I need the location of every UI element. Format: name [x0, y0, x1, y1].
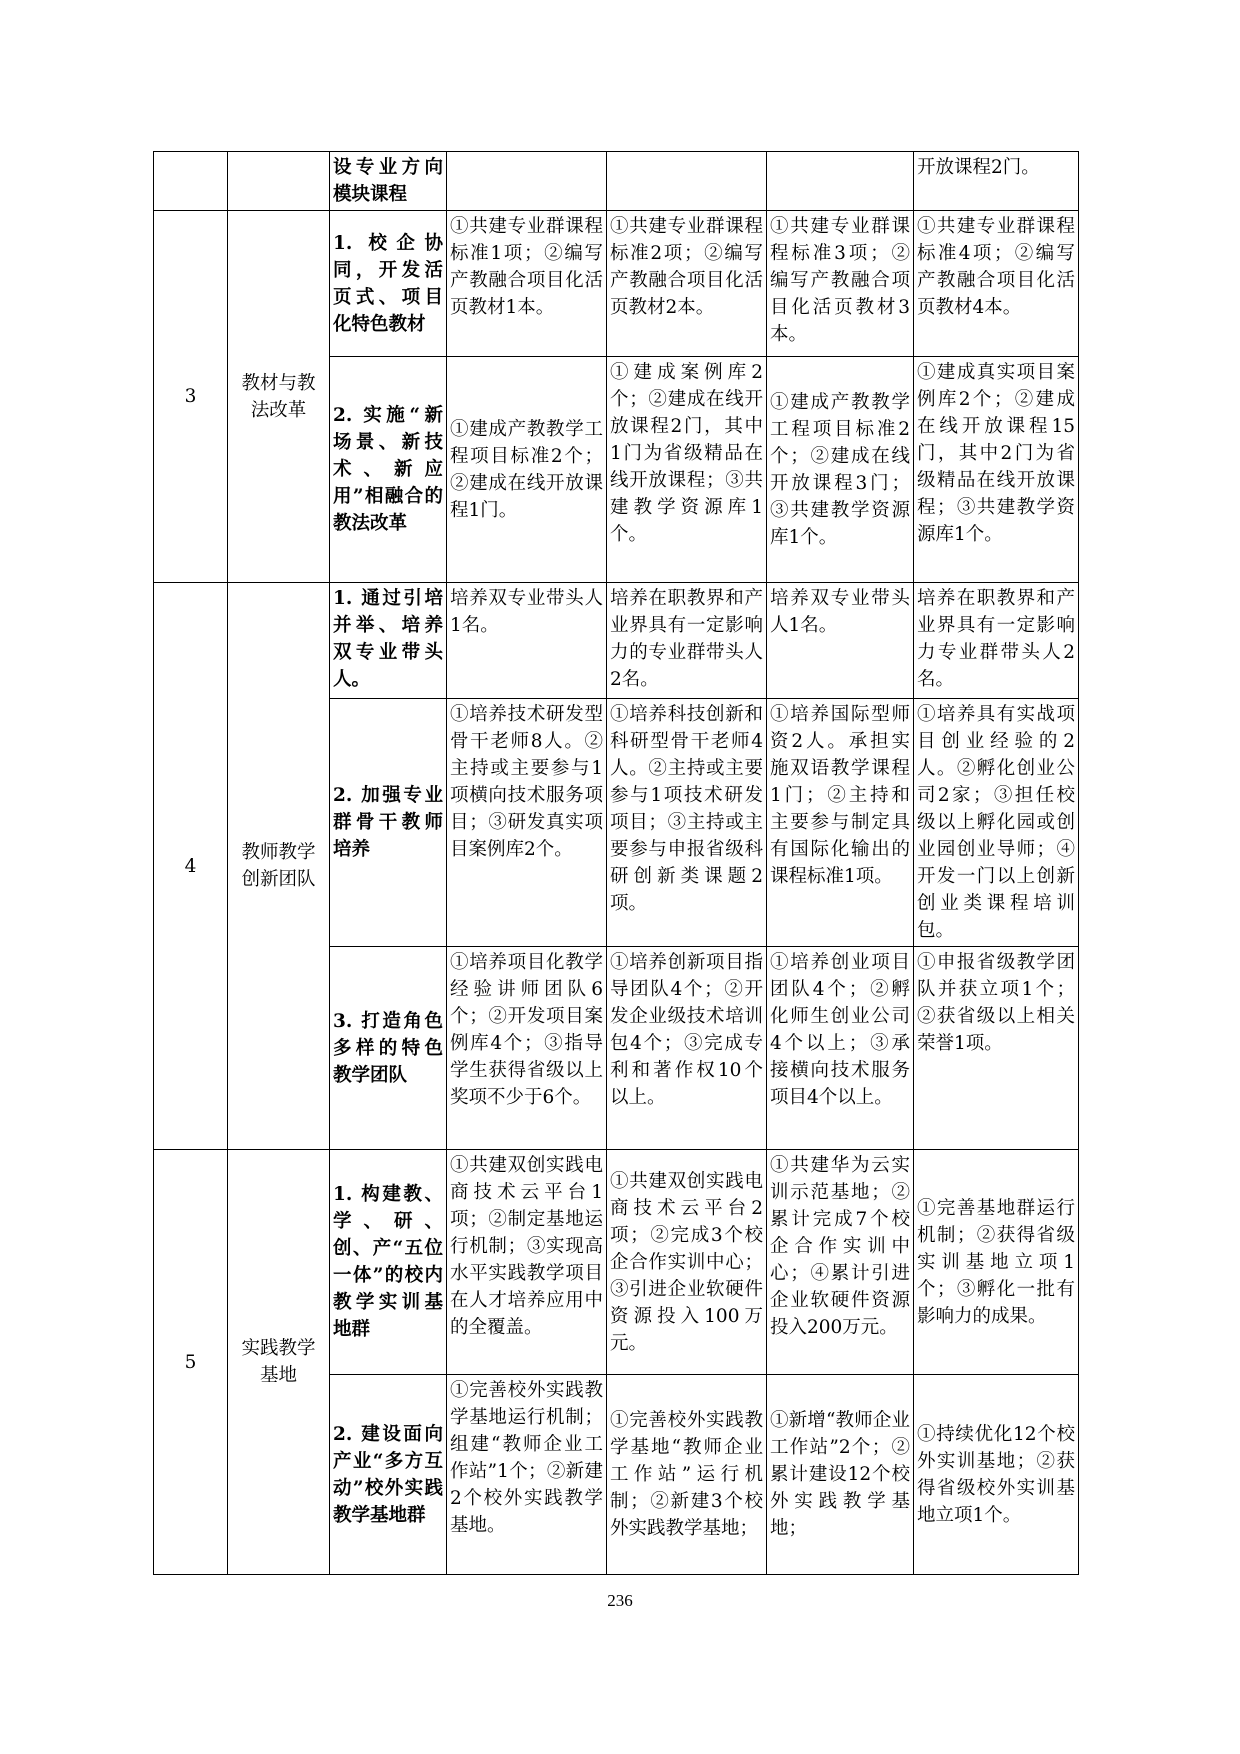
year2-cell: ①培养科技创新和科研型骨干老师4人。②主持或主要参与1项技术研发项目；③主持或主要参与申报省级科研创新类课题2项。: [607, 699, 767, 947]
year1-cell: ①共建专业群课程标准1项；②编写产教融合项目化活页教材1本。: [447, 211, 607, 357]
year1-cell: ①培养项目化教学经验讲师团队6个；②开发项目案例库4个；③指导学生获得省级以上奖项不少于6个。: [447, 947, 607, 1150]
task-cell: 2. 建设面向产业“多方互动”校外实践教学基地群: [330, 1375, 447, 1575]
construction-plan-table: [153, 151, 1079, 1575]
year2-cell: 培养在职教界和产业界具有一定影响力的专业群带头人2名。: [607, 583, 767, 699]
section-category: 教材与教法改革: [228, 211, 330, 583]
year3-cell: ①培养国际型师资2人。承担实施双语教学课程1门；②主持和主要参与制定具有国际化输出的课程标准1项。: [767, 699, 914, 947]
year4-cell: ①申报省级教学团队并获立项1个；②获省级以上相关荣誉1项。: [914, 947, 1079, 1150]
year2-cell: ①共建专业群课程标准2项；②编写产教融合项目化活页教材2本。: [607, 211, 767, 357]
year3-cell: ①新增“教师企业工作站”2个；②累计建设12个校外实践教学基地；: [767, 1375, 914, 1575]
year4-cell: ①建成真实项目案例库2个；②建成在线开放课程15门，其中2门为省级精品在线开放课程；③共建教学资源库1个。: [914, 357, 1079, 583]
section-number: 4: [154, 583, 228, 1150]
year1-cell: [447, 152, 607, 211]
table-row: [154, 583, 1079, 699]
year3-cell: [767, 152, 914, 211]
year4-cell: ①完善基地群运行机制；②获得省级实训基地立项1个；③孵化一批有影响力的成果。: [914, 1150, 1079, 1375]
year4-cell: ①培养具有实战项目创业经验的2人。②孵化创业公司2家；③担任校级以上孵化园或创业园创业导师；④开发一门以上创新创业类课程培训包。: [914, 699, 1079, 947]
year1-cell: ①共建双创实践电商技术云平台1项；②制定基地运行机制；③实现高水平实践教学项目在人才培养应用中的全覆盖。: [447, 1150, 607, 1375]
year4-cell: ①持续优化12个校外实训基地；②获得省级校外实训基地立项1个。: [914, 1375, 1079, 1575]
year1-cell: ①建成产教教学工程项目标准2个；②建成在线开放课程1门。: [447, 357, 607, 583]
year3-cell: ①建成产教教学工程项目标准2个；②建成在线开放课程3门；③共建教学资源库1个。: [767, 357, 914, 583]
task-cell: 1. 构建教、学、研、创、产“五位一体”的校内教学实训基地群: [330, 1150, 447, 1375]
task-cell: 设专业方向模块课程: [330, 152, 447, 211]
year2-cell: ①建成案例库2个；②建成在线开放课程2门，其中1门为省级精品在线开放课程；③共建教学资源库1个。: [607, 357, 767, 583]
year3-cell: 培养双专业带头人1名。: [767, 583, 914, 699]
task-cell: 1. 校企协同，开发活页式、项目化特色教材: [330, 211, 447, 357]
year4-cell: ①共建专业群课程标准4项；②编写产教融合项目化活页教材4本。: [914, 211, 1079, 357]
section-category: 教师教学创新团队: [228, 583, 330, 1150]
table-row: [154, 152, 1079, 211]
year2-cell: ①培养创新项目指导团队4个；②开发企业级技术培训包4个；③完成专利和著作权10个以上。: [607, 947, 767, 1150]
number-cell: [154, 152, 228, 211]
year1-cell: ①完善校外实践教学基地运行机制；组建“教师企业工作站”1个；②新建2个校外实践教学基地。: [447, 1375, 607, 1575]
year2-cell: [607, 152, 767, 211]
section-number: 3: [154, 211, 228, 583]
page-number: 236: [607, 1591, 633, 1610]
section-number: 5: [154, 1150, 228, 1575]
year2-cell: ①共建双创实践电商技术云平台2项；②完成3个校企合作实训中心；③引进企业软硬件资源投入100万元。: [607, 1150, 767, 1375]
year4-cell: 开放课程2门。: [914, 152, 1079, 211]
year3-cell: ①共建华为云实训示范基地；②累计完成7个校企合作实训中心；④累计引进企业软硬件资源投入200万元。: [767, 1150, 914, 1375]
year3-cell: ①共建专业群课程标准3项；②编写产教融合项目化活页教材3本。: [767, 211, 914, 357]
task-cell: 2. 加强专业群骨干教师培养: [330, 699, 447, 947]
category-cell: [228, 152, 330, 211]
year1-cell: 培养双专业带头人1名。: [447, 583, 607, 699]
year4-cell: 培养在职教界和产业界具有一定影响力专业群带头人2名。: [914, 583, 1079, 699]
year1-cell: ①培养技术研发型骨干老师8人。②主持或主要参与1项横向技术服务项目；③研发真实项目案例库2个。: [447, 699, 607, 947]
task-cell: 2. 实施“新场景、新技术、新应用”相融合的教法改革: [330, 357, 447, 583]
section-category: 实践教学基地: [228, 1150, 330, 1575]
task-cell: 3. 打造角色多样的特色教学团队: [330, 947, 447, 1150]
year2-cell: ①完善校外实践教学基地“教师企业工作站”运行机制；②新建3个校外实践教学基地；: [607, 1375, 767, 1575]
table-row: [154, 211, 1079, 357]
table-row: [154, 1150, 1079, 1375]
year3-cell: ①培养创业项目团队4个；②孵化师生创业公司4个以上；③承接横向技术服务项目4个以上。: [767, 947, 914, 1150]
task-cell: 1. 通过引培并举、培养双专业带头人。: [330, 583, 447, 699]
